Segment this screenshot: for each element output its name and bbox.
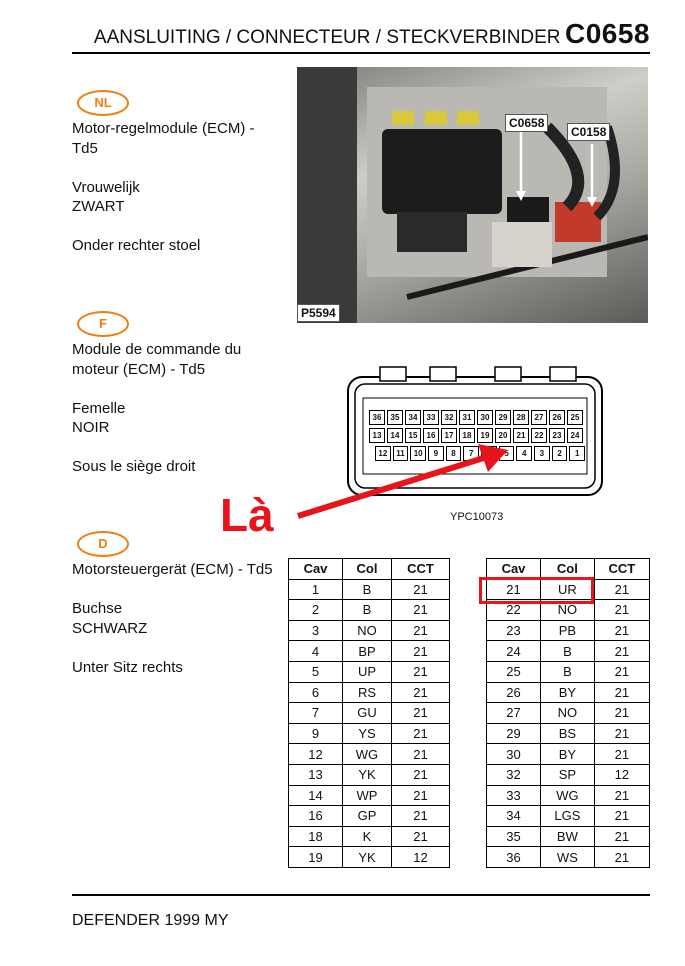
pin-row [369, 410, 585, 425]
section-fr [72, 340, 282, 496]
pin-cell: 30 [477, 410, 493, 425]
cell-cct: 21 [391, 826, 449, 847]
table-row [487, 703, 650, 724]
cell-cct: 21 [391, 620, 449, 641]
pin-cell: 32 [441, 410, 457, 425]
cell-col: BY [541, 744, 595, 765]
nl-location: Onder rechter stoel [72, 237, 201, 254]
table-row [487, 723, 650, 744]
cell-col: B [343, 600, 392, 621]
table-row [289, 806, 450, 827]
cell-cct: 21 [594, 806, 649, 827]
header-divider [72, 52, 650, 54]
cell-col: NO [343, 620, 392, 641]
badge-nl: NL [77, 90, 129, 116]
cell-cav: 13 [289, 764, 343, 785]
table-row [289, 641, 450, 662]
pin-cell: 33 [423, 410, 439, 425]
page-title [72, 18, 650, 50]
cell-col: GU [343, 703, 392, 724]
cell-cav: 3 [289, 620, 343, 641]
pin-cell: 13 [369, 428, 385, 443]
cell-cav: 14 [289, 785, 343, 806]
table-header-row [487, 559, 650, 580]
cell-cct: 21 [391, 723, 449, 744]
cell-cav: 2 [289, 600, 343, 621]
annotation-arrow [290, 438, 520, 528]
cell-col: BP [343, 641, 392, 662]
cell-cct: 21 [594, 703, 649, 724]
cell-cct: 21 [594, 723, 649, 744]
header-col: Col [343, 559, 392, 580]
footer-divider [72, 894, 650, 896]
location-photo [297, 67, 648, 323]
cell-cav: 16 [289, 806, 343, 827]
cell-col: BS [541, 723, 595, 744]
table-row [289, 682, 450, 703]
table-header-row [289, 559, 450, 580]
cell-cct: 21 [594, 620, 649, 641]
table-row [487, 806, 650, 827]
cell-cct: 21 [594, 744, 649, 765]
table-row [487, 826, 650, 847]
cell-col: YK [343, 847, 392, 868]
cell-col: BY [541, 682, 595, 703]
footer-text: DEFENDER 1999 MY [72, 912, 229, 929]
cell-cav: 18 [289, 826, 343, 847]
pin-cell: 8 [446, 446, 462, 461]
pin-cell: 10 [410, 446, 426, 461]
pin-cell: 15 [405, 428, 421, 443]
cell-cav: 32 [487, 764, 541, 785]
table-row [487, 620, 650, 641]
cell-cav: 5 [289, 661, 343, 682]
cell-cct: 21 [391, 641, 449, 662]
pin-cell: 16 [423, 428, 439, 443]
table-row [487, 744, 650, 765]
pin-cell: 5 [499, 446, 515, 461]
cell-col: WG [541, 785, 595, 806]
cell-col: UR [541, 579, 595, 600]
cell-cct: 21 [594, 847, 649, 868]
cell-cav: 9 [289, 723, 343, 744]
table-row [289, 826, 450, 847]
cell-col: K [343, 826, 392, 847]
cell-cav: 35 [487, 826, 541, 847]
cell-col: NO [541, 703, 595, 724]
cell-cct: 21 [391, 785, 449, 806]
pin-cell: 20 [495, 428, 511, 443]
table-row [487, 661, 650, 682]
pin-cell: 24 [567, 428, 583, 443]
cell-col: B [541, 661, 595, 682]
fr-module: Module de commande du moteur (ECM) - Td5 [72, 341, 242, 378]
pin-cell: 4 [516, 446, 532, 461]
cell-col: SP [541, 764, 595, 785]
highlight-box [479, 577, 594, 604]
pin-cell: 34 [405, 410, 421, 425]
nl-module: Motor-regelmodule (ECM) - Td5 [72, 120, 255, 157]
cell-col: YK [343, 764, 392, 785]
cell-cct: 21 [391, 579, 449, 600]
cell-cav: 21 [487, 579, 541, 600]
pin-cell: 21 [513, 428, 529, 443]
pin-cell: 1 [569, 446, 585, 461]
pin-cell: 14 [387, 428, 403, 443]
cell-cct: 21 [391, 744, 449, 765]
table-row [289, 785, 450, 806]
cell-cav: 22 [487, 600, 541, 621]
photo-reference: P5594 [297, 304, 340, 322]
cell-cct: 21 [391, 806, 449, 827]
header-cct: CCT [391, 559, 449, 580]
cell-cct: 21 [391, 682, 449, 703]
pin-cell: 35 [387, 410, 403, 425]
cell-col: WG [343, 744, 392, 765]
pin-table-left [288, 558, 450, 868]
header-cct: CCT [594, 559, 649, 580]
cell-cct: 21 [594, 579, 649, 600]
cell-cct: 21 [391, 661, 449, 682]
pin-cell: 9 [428, 446, 444, 461]
pin-cell: 23 [549, 428, 565, 443]
table-row [289, 579, 450, 600]
cell-cav: 6 [289, 682, 343, 703]
badge-fr: F [77, 311, 129, 337]
header-cav: Cav [487, 559, 541, 580]
table-row [487, 785, 650, 806]
table-row [289, 620, 450, 641]
photo-illustration [297, 67, 648, 323]
cell-cct: 12 [391, 847, 449, 868]
cell-col: RS [343, 682, 392, 703]
nl-gender: Vrouwelijk [72, 178, 140, 196]
cell-cct: 21 [391, 703, 449, 724]
photo-label-c0658: C0658 [505, 114, 548, 132]
de-location: Unter Sitz rechts [72, 658, 183, 676]
badge-de: D [77, 531, 129, 557]
cell-cav: 36 [487, 847, 541, 868]
cell-col: BW [541, 826, 595, 847]
table-row [487, 641, 650, 662]
cell-col: B [541, 641, 595, 662]
table-row [289, 703, 450, 724]
cell-cct: 12 [594, 764, 649, 785]
pin-cell: 17 [441, 428, 457, 443]
pin-cell: 18 [459, 428, 475, 443]
table-row [289, 600, 450, 621]
header-col: Col [541, 559, 595, 580]
pin-cell: 11 [393, 446, 409, 461]
table-row [289, 847, 450, 868]
cell-cav: 29 [487, 723, 541, 744]
cell-cct: 21 [594, 826, 649, 847]
cell-cct: 21 [594, 661, 649, 682]
cell-col: YS [343, 723, 392, 744]
cell-col: UP [343, 661, 392, 682]
cell-col: PB [541, 620, 595, 641]
de-gender: Buchse [72, 600, 123, 617]
de-module: Motorsteuergerät (ECM) - Td5 [72, 561, 273, 578]
cell-cav: 19 [289, 847, 343, 868]
cell-col: GP [343, 806, 392, 827]
cell-cav: 33 [487, 785, 541, 806]
table-row [487, 682, 650, 703]
cell-cav: 12 [289, 744, 343, 765]
fr-location: Sous le siège droit [72, 458, 196, 475]
cell-cav: 27 [487, 703, 541, 724]
table-row [289, 744, 450, 765]
annotation-text: Là [220, 489, 274, 541]
pin-cell: 31 [459, 410, 475, 425]
table-row [289, 661, 450, 682]
pin-cell: 26 [549, 410, 565, 425]
fr-gender: Femelle [72, 399, 126, 417]
cell-cct: 21 [391, 600, 449, 621]
cell-cct: 21 [594, 682, 649, 703]
section-nl [72, 119, 282, 275]
cell-cav: 26 [487, 682, 541, 703]
pin-cell: 36 [369, 410, 385, 425]
pin-cell: 7 [463, 446, 479, 461]
table-row [487, 764, 650, 785]
cell-cav: 4 [289, 641, 343, 662]
cell-cav: 25 [487, 661, 541, 682]
cell-cct: 21 [391, 764, 449, 785]
cell-col: B [343, 579, 392, 600]
cell-col: WP [343, 785, 392, 806]
pin-cell: 25 [567, 410, 583, 425]
cell-cav: 23 [487, 620, 541, 641]
pin-cell: 3 [534, 446, 550, 461]
fr-color: NOIR [72, 419, 110, 436]
section-de [72, 560, 282, 697]
pin-cell: 12 [375, 446, 391, 461]
table-row [289, 723, 450, 744]
cell-cct: 21 [594, 641, 649, 662]
cell-cav: 1 [289, 579, 343, 600]
cell-cct: 21 [594, 785, 649, 806]
photo-label-c0158: C0158 [567, 123, 610, 141]
cell-col: LGS [541, 806, 595, 827]
cell-cct: 21 [594, 600, 649, 621]
pin-cell: 22 [531, 428, 547, 443]
table-row [487, 847, 650, 868]
pin-cell: 19 [477, 428, 493, 443]
nl-color: ZWART [72, 198, 125, 215]
pin-cell: 28 [513, 410, 529, 425]
diagram-reference: YPC10073 [450, 511, 504, 523]
pin-table-right [486, 558, 650, 868]
cell-col: WS [541, 847, 595, 868]
table-row [289, 764, 450, 785]
pin-cell: 29 [495, 410, 511, 425]
cell-cav: 34 [487, 806, 541, 827]
cell-cav: 7 [289, 703, 343, 724]
cell-cav: 30 [487, 744, 541, 765]
header-cav: Cav [289, 559, 343, 580]
cell-col: NO [541, 600, 595, 621]
cell-cav: 24 [487, 641, 541, 662]
de-color: SCHWARZ [72, 619, 148, 637]
pin-cell: 27 [531, 410, 547, 425]
connector-code: C0658 [564, 18, 650, 49]
title-prefix: AANSLUITING / CONNECTEUR / STECKVERBINDER [93, 27, 561, 48]
pin-cell: 2 [552, 446, 568, 461]
